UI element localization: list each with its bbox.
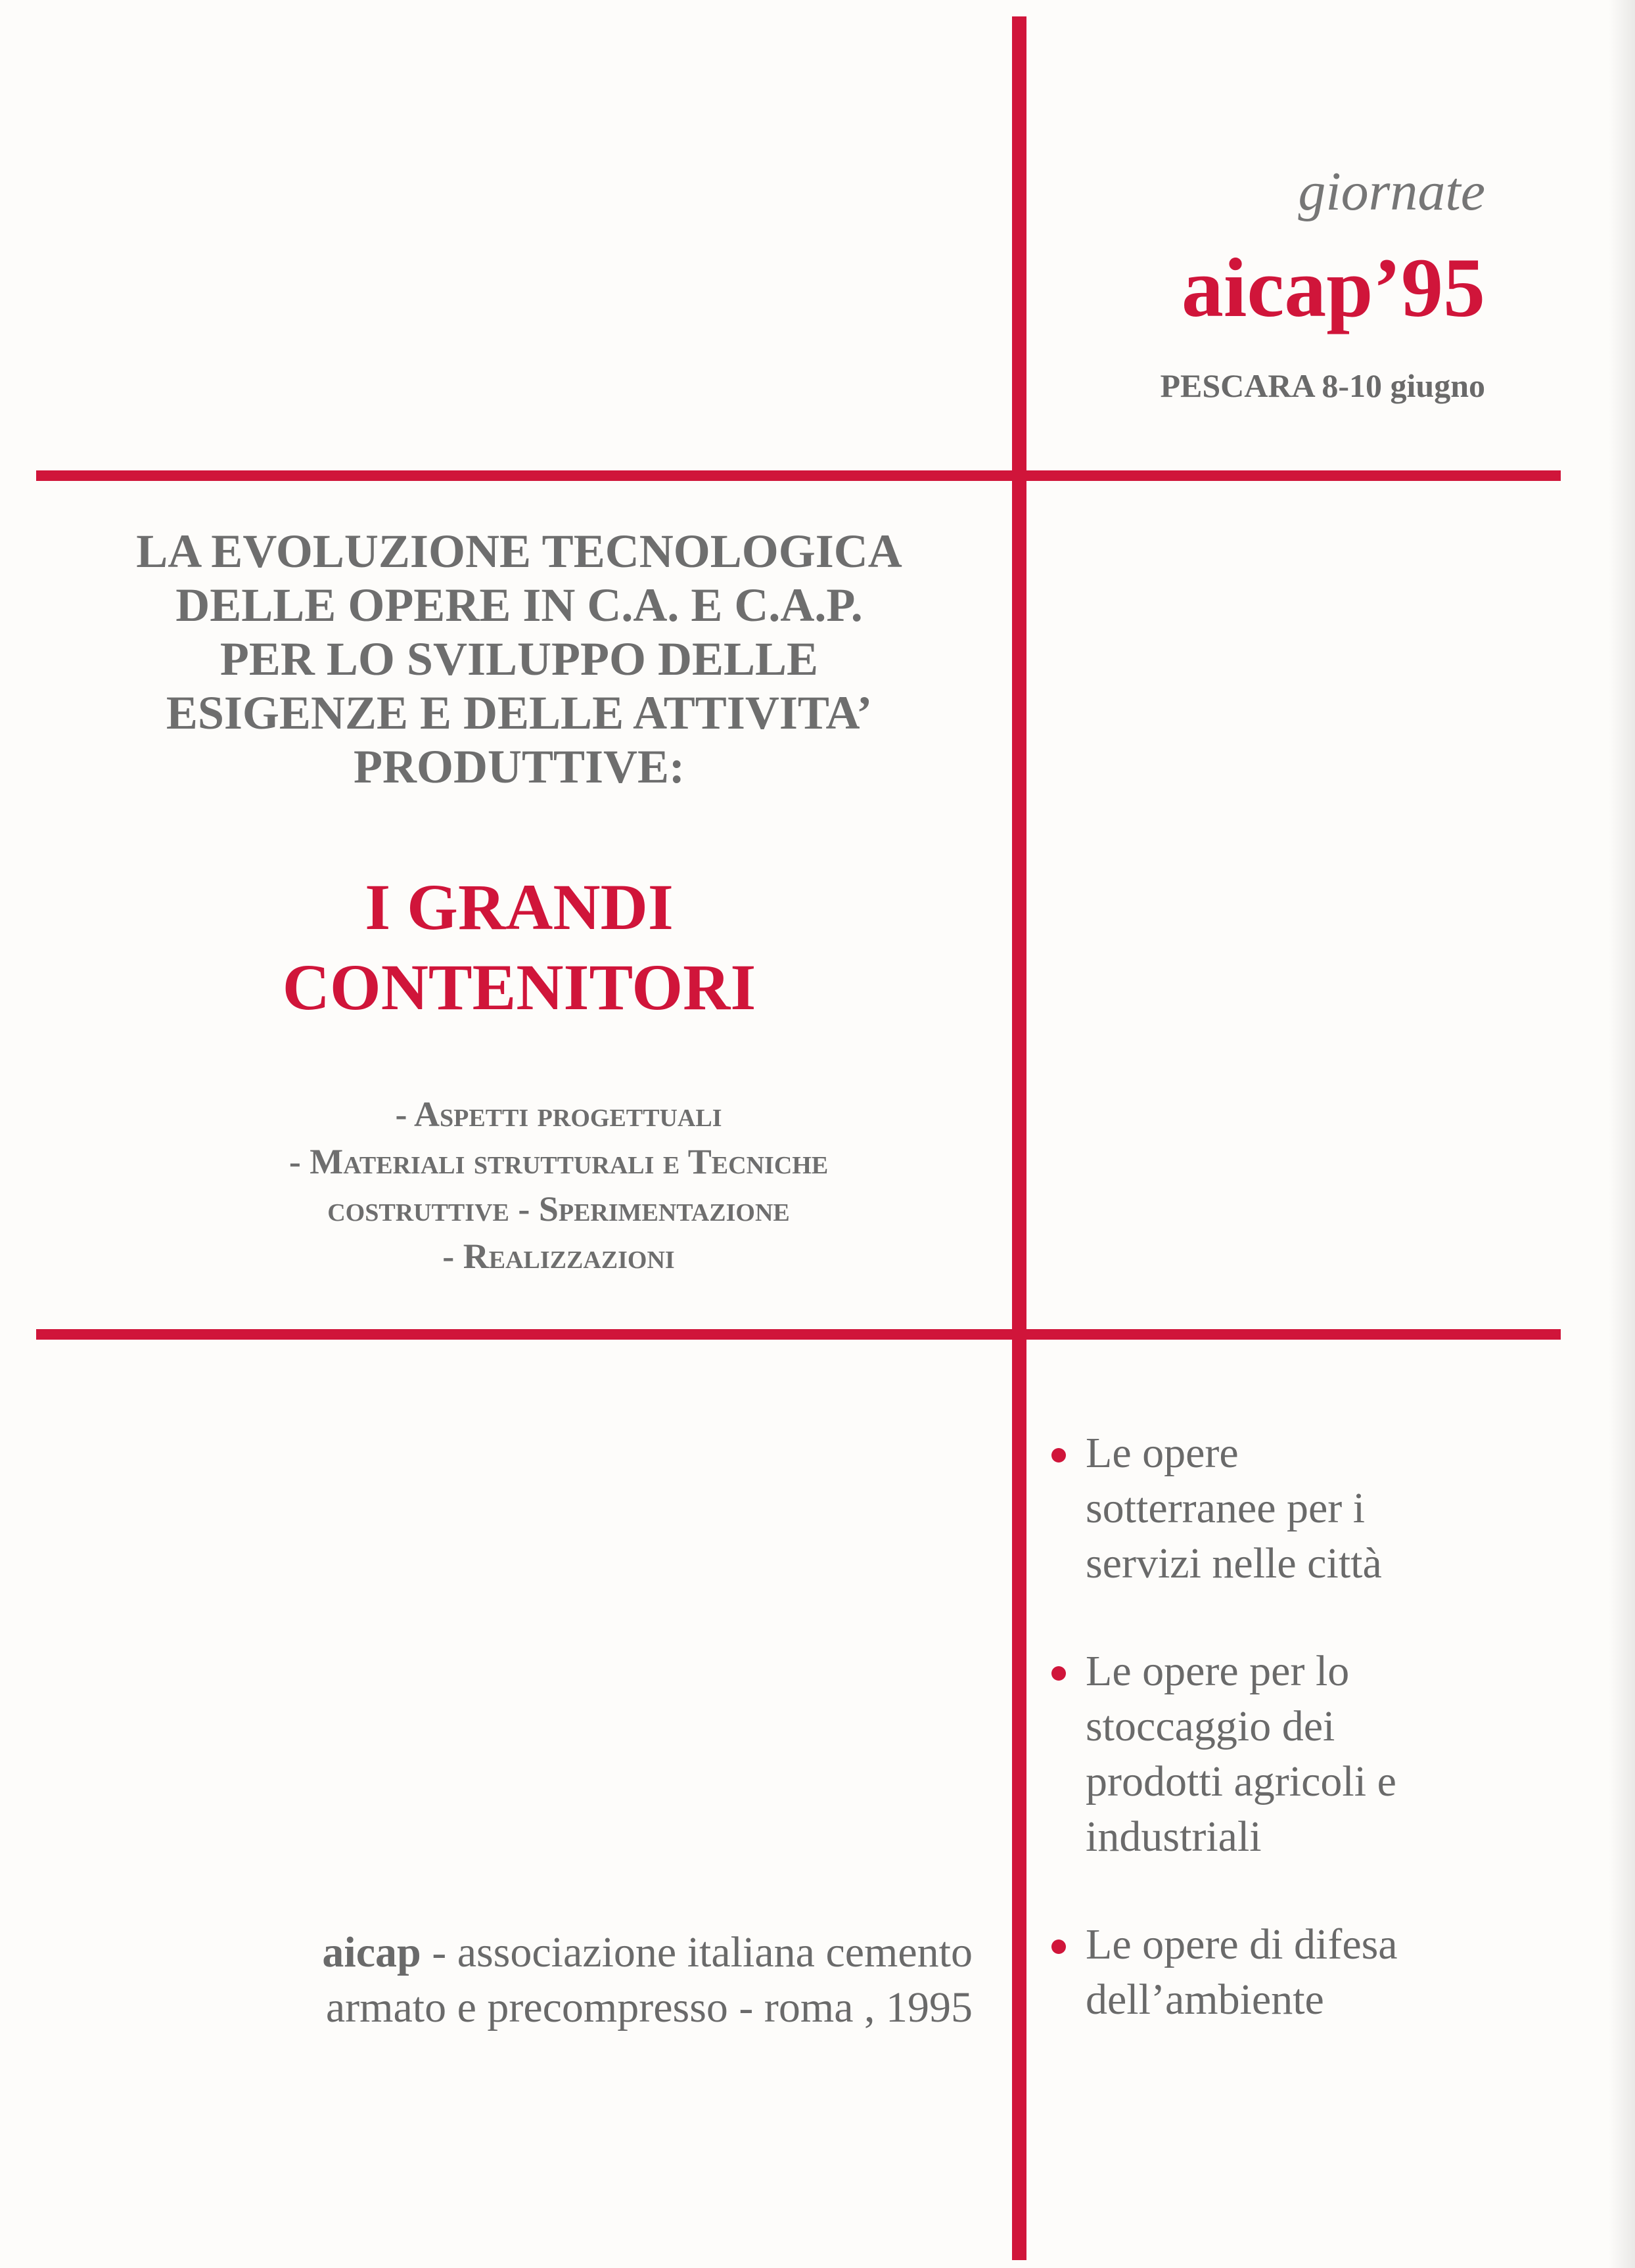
main-title-line: LA EVOLUZIONE TECNOLOGICA xyxy=(136,525,902,578)
subtitle xyxy=(79,867,959,1028)
middle-red-rule xyxy=(36,1329,1561,1340)
main-title-line: PRODUTTIVE: xyxy=(353,740,685,793)
topic-line: - Aspetti progettuali xyxy=(395,1095,722,1134)
subtitle-line: I GRANDI xyxy=(365,871,674,943)
top-red-rule xyxy=(36,470,1561,481)
publisher-line-1 xyxy=(197,1925,973,1980)
theme-line: Le opere per lo xyxy=(1086,1647,1350,1695)
theme-text xyxy=(1086,1644,1544,1865)
theme-line: servizi nelle città xyxy=(1086,1539,1382,1587)
topics-list xyxy=(79,1091,1038,1280)
main-title xyxy=(79,524,959,794)
main-title-line: ESIGENZE E DELLE ATTIVITA’ xyxy=(166,687,873,739)
bullet-dot-icon xyxy=(1051,1666,1066,1681)
giornate-label: giornate xyxy=(1298,161,1485,222)
theme-item xyxy=(1045,1917,1544,2028)
topic-line: - Materiali strutturali e Tecniche xyxy=(288,1142,829,1181)
theme-text xyxy=(1086,1426,1544,1591)
event-name: aicap’95 xyxy=(1181,241,1485,334)
theme-line: Le opere di difesa xyxy=(1086,1920,1398,1968)
theme-line: stoccaggio dei xyxy=(1086,1702,1335,1750)
publisher-line-2: armato e precompresso - roma , 1995 xyxy=(325,1984,973,2031)
subtitle-line: CONTENITORI xyxy=(282,951,756,1024)
theme-line: industriali xyxy=(1086,1813,1262,1861)
event-location-dates: PESCARA 8-10 giugno xyxy=(1160,367,1485,404)
theme-text xyxy=(1086,1917,1544,2028)
topic-line: - Realizzazioni xyxy=(442,1236,675,1276)
main-title-line: DELLE OPERE IN C.A. E C.A.P. xyxy=(175,579,863,631)
publisher-info xyxy=(197,1925,973,2035)
event-header xyxy=(1065,161,1485,404)
bullet-dot-icon xyxy=(1051,1448,1066,1463)
theme-item xyxy=(1045,1644,1544,1865)
bullet-dot-icon xyxy=(1051,1939,1066,1954)
publisher-name-part: - associazione italiana cemento xyxy=(421,1928,973,1976)
themes-list xyxy=(1045,1426,1544,2028)
theme-item xyxy=(1045,1426,1544,1591)
theme-line: dell’ambiente xyxy=(1086,1976,1324,2024)
page-edge-shadow xyxy=(1609,0,1635,2268)
publisher-acronym: aicap xyxy=(322,1928,421,1976)
theme-line: Le opere xyxy=(1086,1429,1239,1477)
main-title-line: PER LO SVILUPPO DELLE xyxy=(219,633,819,685)
topic-line: costruttive - Sperimentazione xyxy=(327,1189,790,1229)
theme-line: prodotti agricoli e xyxy=(1086,1758,1396,1805)
theme-line: sotterranee per i xyxy=(1086,1484,1366,1532)
